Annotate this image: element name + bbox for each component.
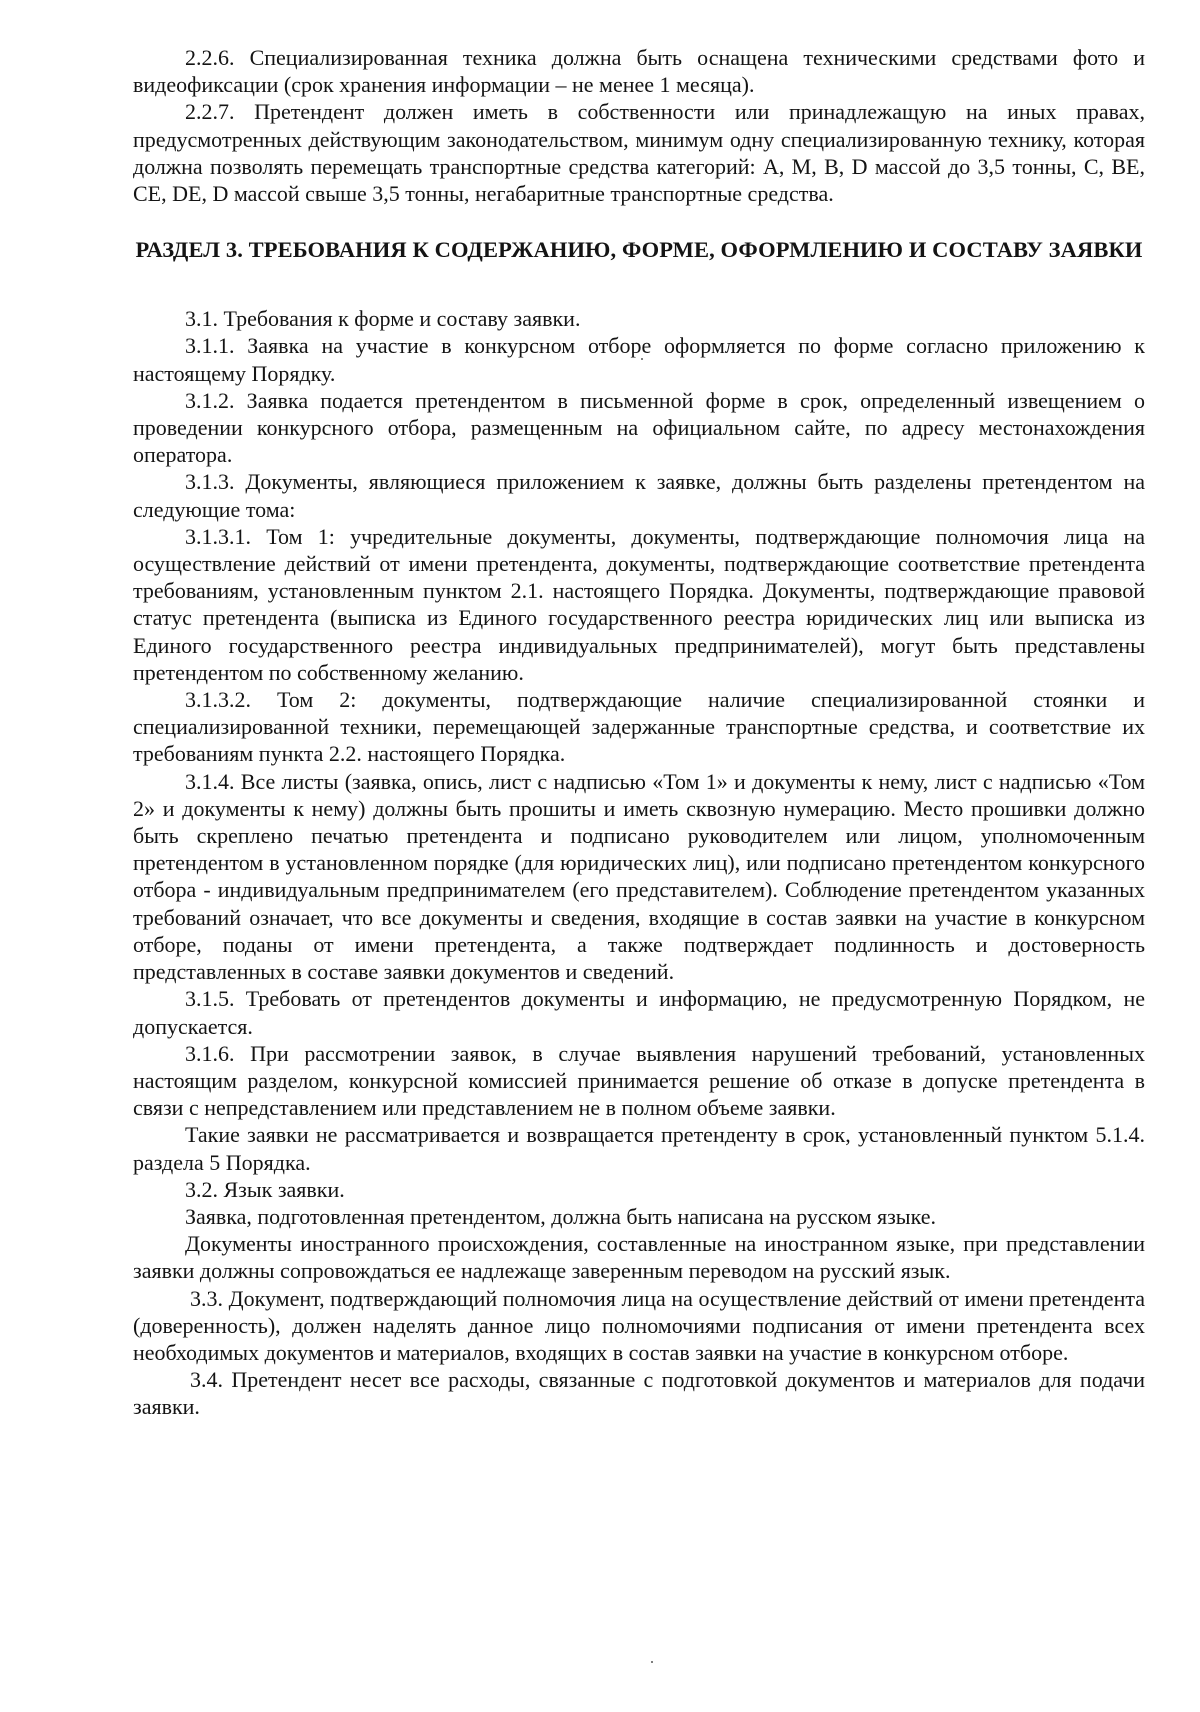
paragraph-2-2-6: 2.2.6. Специализированная техника должна быть оснащена техническими средствами фото и видеофиксации (срок хранения информации – не менее 1 месяца). (133, 45, 1145, 98)
paragraph-3-1-6: 3.1.6. При рассмотрении заявок, в случае выявления нарушений требований, установленных настоящим разделом, конкурсной комиссией принимается решение об отказе в допуске претендента в связи с непредставлением или представлением не в полном объеме заявки. (133, 1040, 1145, 1121)
paragraph-3-1-4: 3.1.4. Все листы (заявка, опись, лист с надписью «Том 1» и документы к нему, лист с надписью «Том 2» и документы к нему) должны быть прошиты и иметь сквозную нумерацию. Место прошивки должно быть скреплено печатью претендента и подписано руководителем или лицом, уполномоченным претендентом в установленном порядке (для юридических лиц), или подписано претендентом конкурсного отбора - индивидуальным предпринимателем (его представителем). Соблюдение претендентом указанных требований означает, что все документы и сведения, входящие в состав заявки на участие в конкурсном отборе, поданы от имени претендента, а также подтверждает подлинность и достоверность представленных в составе заявки документов и сведений. (133, 768, 1145, 985)
paragraph-3-1-3-2: 3.1.3.2. Том 2: документы, подтверждающие наличие специализированной стоянки и специализированной техники, перемещающей задержанные транспортные средства, и соответствие их требованиям пункта 2.2. настоящего Порядка. (133, 687, 1145, 767)
paragraph-3-2: 3.2. Язык заявки. (185, 1176, 345, 1202)
paragraph-3-3: 3.3. Документ, подтверждающий полномочия лица на осуществление действий от имени претендента (доверенность), должен наделять данное лицо полномочиями подписания от имени претендента всех необходимых документов и материалов, входящих в состав заявки на участие в конкурсном отборе. (133, 1285, 1145, 1365)
paragraph-3-1-1: 3.1.1. Заявка на участие в конкурсном отборе оформляется по форме согласно приложению к настоящему Порядку. (133, 333, 1145, 386)
paragraph-language-russian: Заявка, подготовленная претендентом, должна быть написана на русском языке. (185, 1203, 936, 1229)
paragraph-3-1-5: 3.1.5. Требовать от претендентов документы и информацию, не предусмотренную Порядком, не допускается. (133, 986, 1145, 1039)
paragraph-3-1-3: 3.1.3. Документы, являющиеся приложением к заявке, должны быть разделены претендентом на следующие тома: (133, 469, 1145, 522)
paragraph-rejected-applications: Такие заявки не рассматривается и возвращается претенденту в срок, установленный пунктом 5.1.4. раздела 5 Порядка. (133, 1122, 1145, 1175)
paragraph-foreign-documents: Документы иностранного происхождения, составленные на иностранном языке, при представлении заявки должны сопровождаться ее надлежаще заверенным переводом на русский язык. (133, 1231, 1145, 1284)
section-3-heading: РАЗДЕЛ 3. ТРЕБОВАНИЯ К СОДЕРЖАНИЮ, ФОРМЕ, ОФОРМЛЕНИЮ И СОСТАВУ ЗАЯВКИ (135, 237, 1143, 263)
paragraph-3-1-3-1: 3.1.3.1. Том 1: учредительные документы, документы, подтверждающие полномочия лица на осуществление действий от имени претендента, документы, подтверждающие соответствие претендента требованиям, установленным пунктом 2.1. настоящего Порядка. Документы, подтверждающие правовой статус претендента (выписка из Единого государственного реестра юридических лиц или выписка из Единого государственного реестра индивидуальных предпринимателей), могут быть представлены претендентом по собственному желанию. (133, 523, 1145, 685)
document-page (133, 44, 1145, 1421)
scan-dot (651, 1661, 653, 1663)
scan-dot (641, 358, 643, 360)
paragraph-3-4: 3.4. Претендент несет все расходы, связанные с подготовкой документов и материалов для подачи заявки. (133, 1367, 1145, 1420)
paragraph-3-1: 3.1. Требования к форме и составу заявки. (185, 306, 581, 332)
paragraph-3-1-2: 3.1.2. Заявка подается претендентом в письменной форме в срок, определенный извещением о проведении конкурсного отбора, размещенным на официальном сайте, по адресу местонахождения оператора. (133, 387, 1145, 468)
paragraph-2-2-7: 2.2.7. Претендент должен иметь в собственности или принадлежащую на иных правах, предусмотренных действующим законодательством, минимум одну специализированную технику, которая должна позволять перемещать транспортные средства категорий: А, М, В, D массой до 3,5 тонны, С, ВЕ, СЕ, DE, D массой свыше 3,5 тонны, негабаритные транспортные средства. (133, 99, 1145, 207)
